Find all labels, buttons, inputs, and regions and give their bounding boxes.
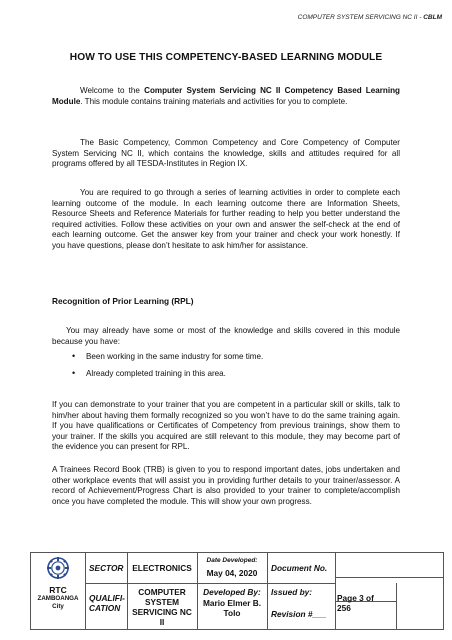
page-number: Page 3 of 256 <box>337 593 374 613</box>
rpl-intro-paragraph: You may already have some or most of the knowledge and skills covered in this module because you have: <box>52 326 400 346</box>
revision-label: Revision #___ <box>271 609 327 619</box>
developed-by-label: Developed By: <box>203 587 261 597</box>
running-header: COMPUTER SYSTEM SERVICING NC II - CBLM <box>297 14 442 21</box>
qualification-value: COMPUTER SYSTEM SERVICING NC II <box>132 587 192 627</box>
page-title: HOW TO USE THIS COMPETENCY-BASED LEARNING MODULE <box>69 52 383 63</box>
welcome-paragraph: Welcome to the Computer System Servicing NC II Competency Based Learning Module. This module contains training materials and activities for you to complete. <box>52 86 400 106</box>
rpl-demonstrate-paragraph: If you can demonstrate to your trainer that you are competent in a particular skill or skills, talk to him/her about having them formally recognized so you won’t have to do the same training again. If you have qualifications or Certificates of Competency from previous trainings, show them to your trainer. If the skills you acquired are still relevant to this module, they may become part of the evidence you can present for RPL. <box>52 400 400 452</box>
rtc-logo <box>31 553 85 629</box>
date-developed-value: May 04, 2020 <box>206 568 258 578</box>
logo-subtitle: ZAMBOANGA <box>37 595 79 602</box>
competency-paragraph: The Basic Competency, Common Competency and Core Competency of Computer System Servicing NC II, which contains the knowledge, skills and attitudes required for all programs offered by all TESDA-Institutes in Region IX. <box>52 138 400 169</box>
activities-paragraph: You are required to go through a series of learning activities in order to complete each learning outcome of the module. In each learning outcome there are Information Sheets, Resource Sheets and Reference Materials for further reading to help you better understand the required activities. Follow these activities on your own and answer the self-check at the end of each learning outcome. Get the answer key from your trainer and check your work honestly. If you have questions, please don’t hesitate to ask him/her for assistance. <box>52 188 400 250</box>
document-footer-table <box>30 552 444 630</box>
rpl-bullet-list <box>72 352 402 379</box>
rpl-heading: Recognition of Prior Learning (RPL) <box>52 296 194 306</box>
rtc-emblem-icon <box>47 557 69 579</box>
document-number-label: Document No. <box>271 563 328 573</box>
developer-name: Mario Elmer B. Tolo <box>202 598 262 618</box>
issued-by-label: Issued by: <box>271 587 313 597</box>
list-item: • Already completed training in this area. <box>72 369 402 379</box>
logo-text: RTC <box>49 585 67 595</box>
sector-value: ELECTRONICS <box>132 563 192 573</box>
date-developed-label: Date Developed: <box>206 557 258 564</box>
logo-subtitle: City <box>52 602 64 610</box>
trb-paragraph: A Trainees Record Book (TRB) is given to you to respond important dates, jobs undertaken and other workplace events that will assist you in providing further details to your trainer/assessor. A record of Achievement/Progress Chart is also provided to your trainer to complete/accomplish once you have completed the module. This will show your own progress. <box>52 465 400 506</box>
list-item: • Been working in the same industry for some time. <box>72 352 402 362</box>
sector-label: SECTOR <box>89 563 124 573</box>
qualification-label: QUALIFI- CATION <box>89 593 125 613</box>
